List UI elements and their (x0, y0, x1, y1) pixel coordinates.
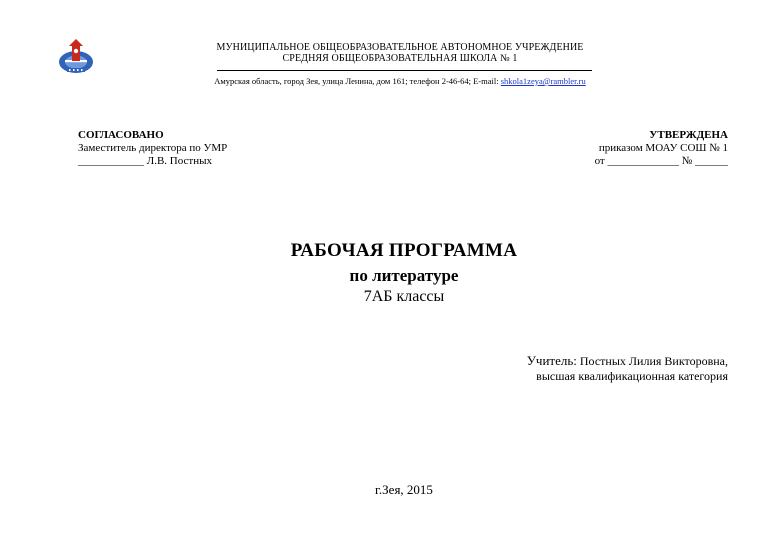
agreed-position: Заместитель директора по УМР (78, 142, 228, 154)
organization-name-line1: МУНИЦИПАЛЬНОЕ ОБЩЕОБРАЗОВАТЕЛЬНОЕ АВТОНОМНОЕ УЧРЕЖДЕНИЕ (216, 42, 584, 53)
header-divider (217, 70, 592, 71)
approved-date-line: от _____________ № ______ (594, 155, 728, 167)
document-title: РАБОЧАЯ ПРОГРАММА (290, 240, 518, 261)
approval-agreed-block (78, 129, 227, 168)
address-text: Амурская область, город Зея, улица Ленина, дом 161; телефон 2-46-64; E-mail: (214, 76, 501, 86)
teacher-label: Учитель: (526, 353, 577, 368)
contact-info (150, 76, 650, 86)
email-link[interactable]: shkola1zeya@rambler.ru (500, 76, 586, 86)
document-subject: по литературе (349, 266, 459, 285)
agreed-title: СОГЛАСОВАНО (78, 129, 164, 141)
teacher-name: Постных Лилия Викторовна, (576, 354, 728, 368)
approved-title: УТВЕРЖДЕНА (649, 129, 728, 141)
approved-order: приказом МОАУ СОШ № 1 (598, 142, 728, 154)
organization-name-line2: СРЕДНЯЯ ОБЩЕОБРАЗОВАТЕЛЬНАЯ ШКОЛА № 1 (282, 53, 518, 64)
document-classes: 7АБ классы (363, 288, 445, 305)
teacher-line (527, 353, 728, 369)
city-year: г.Зея, 2015 (375, 482, 433, 497)
teacher-block (527, 353, 728, 384)
school-emblem-icon (57, 37, 95, 77)
approval-approved-block (595, 129, 728, 168)
teacher-category: высшая квалификационная категория (536, 369, 728, 383)
agreed-signature: ____________ Л.В. Постных (78, 155, 212, 167)
